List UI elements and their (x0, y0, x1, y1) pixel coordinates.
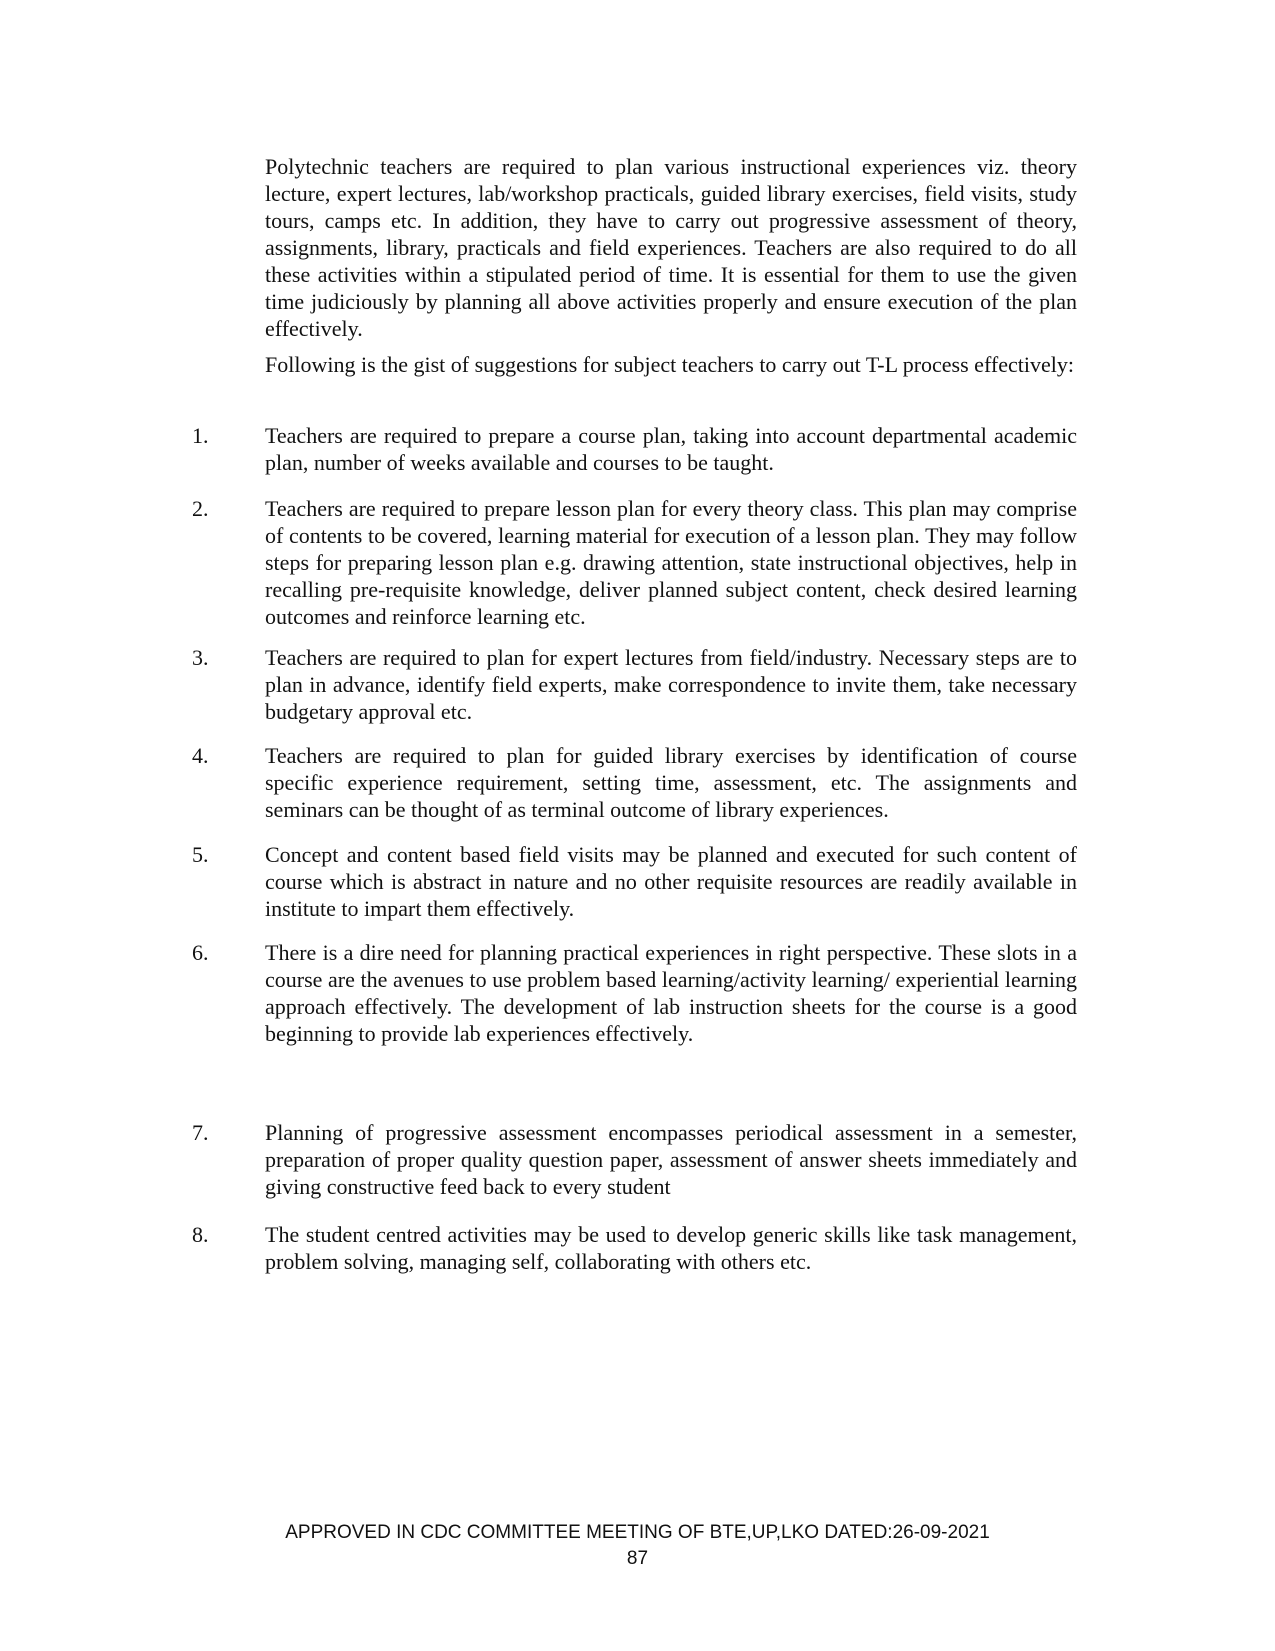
list-item-text: Teachers are required to plan for expert lectures from field/industry. Necessary steps are to plan in advance, identify field experts, make correspondence to invite them, take necessary budgetary approval etc. (265, 645, 1077, 724)
intro-paragraph: Following is the gist of suggestions for subject teachers to carry out T-L process effectively: (265, 352, 1074, 377)
page-number: 87 (626, 1548, 649, 1569)
approval-footer: APPROVED IN CDC COMMITTEE MEETING OF BTE,UP,LKO DATED:26-09-2021 (285, 1522, 990, 1543)
list-item-number: 8. (192, 1222, 209, 1247)
list-item-number: 5. (192, 842, 209, 867)
list-item-text: Teachers are required to prepare lesson plan for every theory class. This plan may comprise of contents to be covered, learning material for execution of a lesson plan. They may follow steps for preparing lesson plan e.g. drawing attention, state instructional objectives, help in recalling pre-requisite knowledge, deliver planned subject content, check desired learning outcomes and reinforce learning etc. (265, 496, 1077, 629)
list-item-number: 3. (192, 645, 209, 670)
list-item-number: 7. (192, 1120, 209, 1145)
intro-paragraph: Polytechnic teachers are required to plan various instructional experiences viz. theory lecture, expert lectures, lab/workshop practicals, guided library exercises, field visits, study tours, camps etc. In addition, they have to carry out progressive assessment of theory, assignments, library, practicals and field experiences. Teachers are also required to do all these activities within a stipulated period of time. It is essential for them to use the given time judiciously by planning all above activities properly and ensure execution of the plan effectively. (265, 154, 1077, 341)
list-item-text: Concept and content based field visits may be planned and executed for such content of course which is abstract in nature and no other requisite resources are readily available in institute to impart them effectively. (265, 842, 1077, 921)
list-item-text: Planning of progressive assessment encompasses periodical assessment in a semester, preparation of proper quality question paper, assessment of answer sheets immediately and giving constructive feed back to every student (265, 1120, 1077, 1199)
list-item-text: There is a dire need for planning practical experiences in right perspective. These slots in a course are the avenues to use problem based learning/activity learning/ experiential learning approach effectively. The development of lab instruction sheets for the course is a good beginning to provide lab experiences effectively. (265, 940, 1077, 1046)
list-item-number: 2. (192, 496, 209, 521)
list-item-number: 6. (192, 940, 209, 965)
list-item-number: 1. (192, 423, 209, 448)
list-item-text: The student centred activities may be used to develop generic skills like task management, problem solving, managing self, collaborating with others etc. (265, 1222, 1077, 1274)
list-item-text: Teachers are required to plan for guided library exercises by identification of course specific experience requirement, setting time, assessment, etc. The assignments and seminars can be thought of as terminal outcome of library experiences. (265, 743, 1077, 822)
list-item-number: 4. (192, 743, 209, 768)
list-item-text: Teachers are required to prepare a course plan, taking into account departmental academic plan, number of weeks available and courses to be taught. (265, 423, 1077, 475)
